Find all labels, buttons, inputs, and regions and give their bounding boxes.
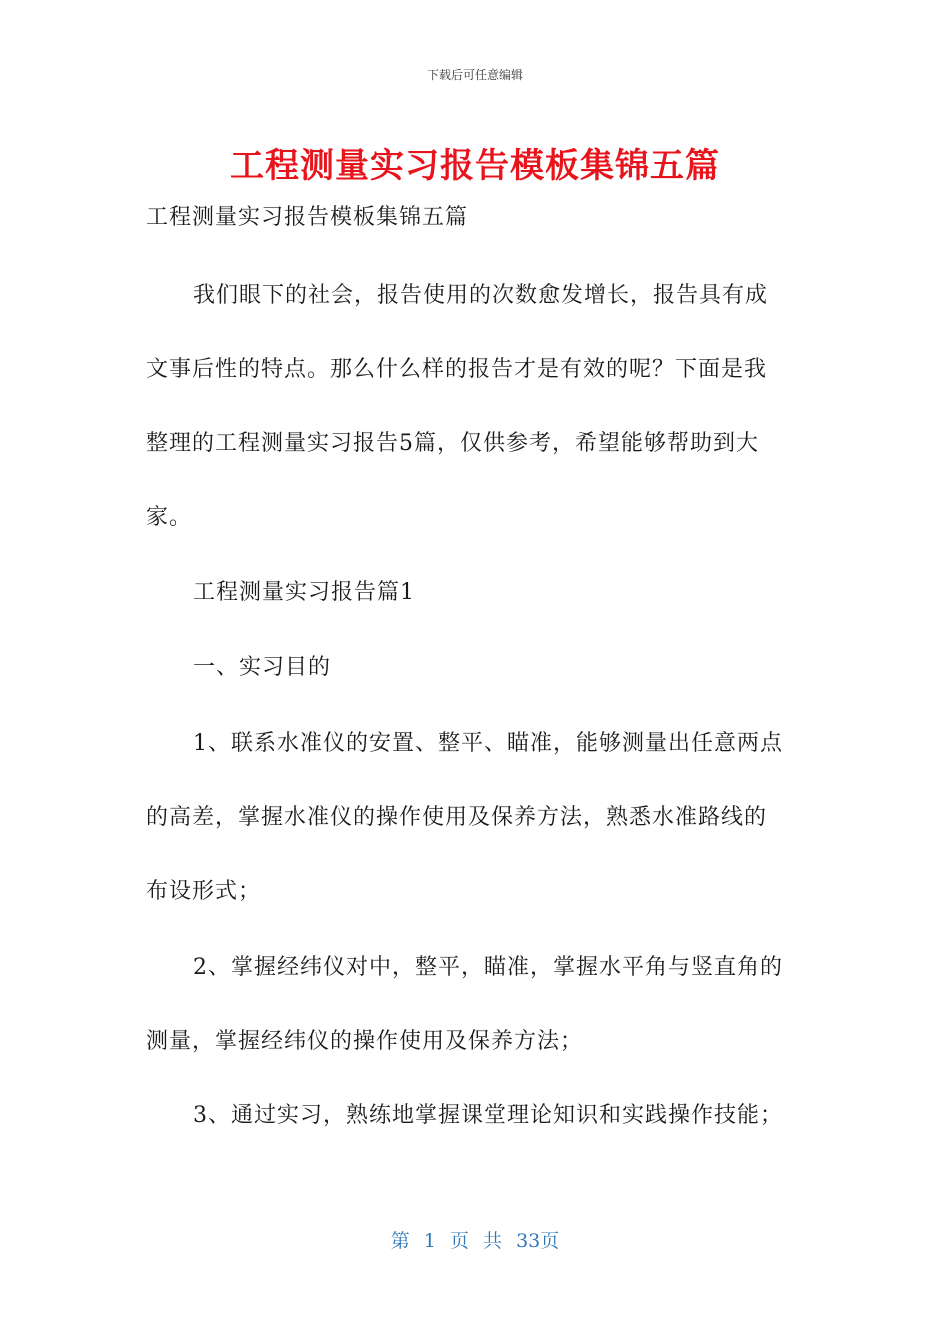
section-heading: 工程测量实习报告篇1	[193, 580, 415, 605]
paragraph-line: 1、联系水准仪的安置、整平、瞄准，能够测量出任意两点	[193, 731, 783, 756]
paragraph-line: 2、掌握经纬仪对中，整平，瞄准，掌握水平角与竖直角的	[193, 955, 783, 980]
page-footer	[0, 1226, 950, 1253]
paragraph-line: 文事后性的特点。那么什么样的报告才是有效的呢？下面是我	[146, 357, 768, 382]
footer-total-pages: 33页	[516, 1230, 560, 1252]
subsection-heading: 一、实习目的	[193, 655, 332, 680]
paragraph-line: 家。	[146, 505, 193, 530]
paragraph-line: 的高差，掌握水准仪的操作使用及保养方法，熟悉水准路线的	[146, 805, 768, 830]
document-title: 工程测量实习报告模板集锦五篇	[230, 146, 720, 186]
subtitle-line: 工程测量实习报告模板集锦五篇	[146, 205, 469, 230]
header-note: 下载后可任意编辑	[426, 68, 523, 82]
paragraph-line: 3、通过实习，熟练地掌握课堂理论知识和实践操作技能；	[193, 1103, 783, 1128]
paragraph-line: 整理的工程测量实习报告5篇，仅供参考，希望能够帮助到大	[146, 431, 759, 456]
paragraph-line: 布设形式；	[146, 879, 262, 904]
footer-current-page: 1	[423, 1230, 436, 1252]
footer-prefix: 第	[390, 1230, 410, 1252]
footer-total-label: 共	[483, 1230, 503, 1252]
paragraph-line: 我们眼下的社会，报告使用的次数愈发增长，报告具有成	[193, 283, 769, 308]
paragraph-line: 测量，掌握经纬仪的操作使用及保养方法；	[146, 1029, 584, 1054]
footer-page-label: 页	[449, 1230, 469, 1252]
